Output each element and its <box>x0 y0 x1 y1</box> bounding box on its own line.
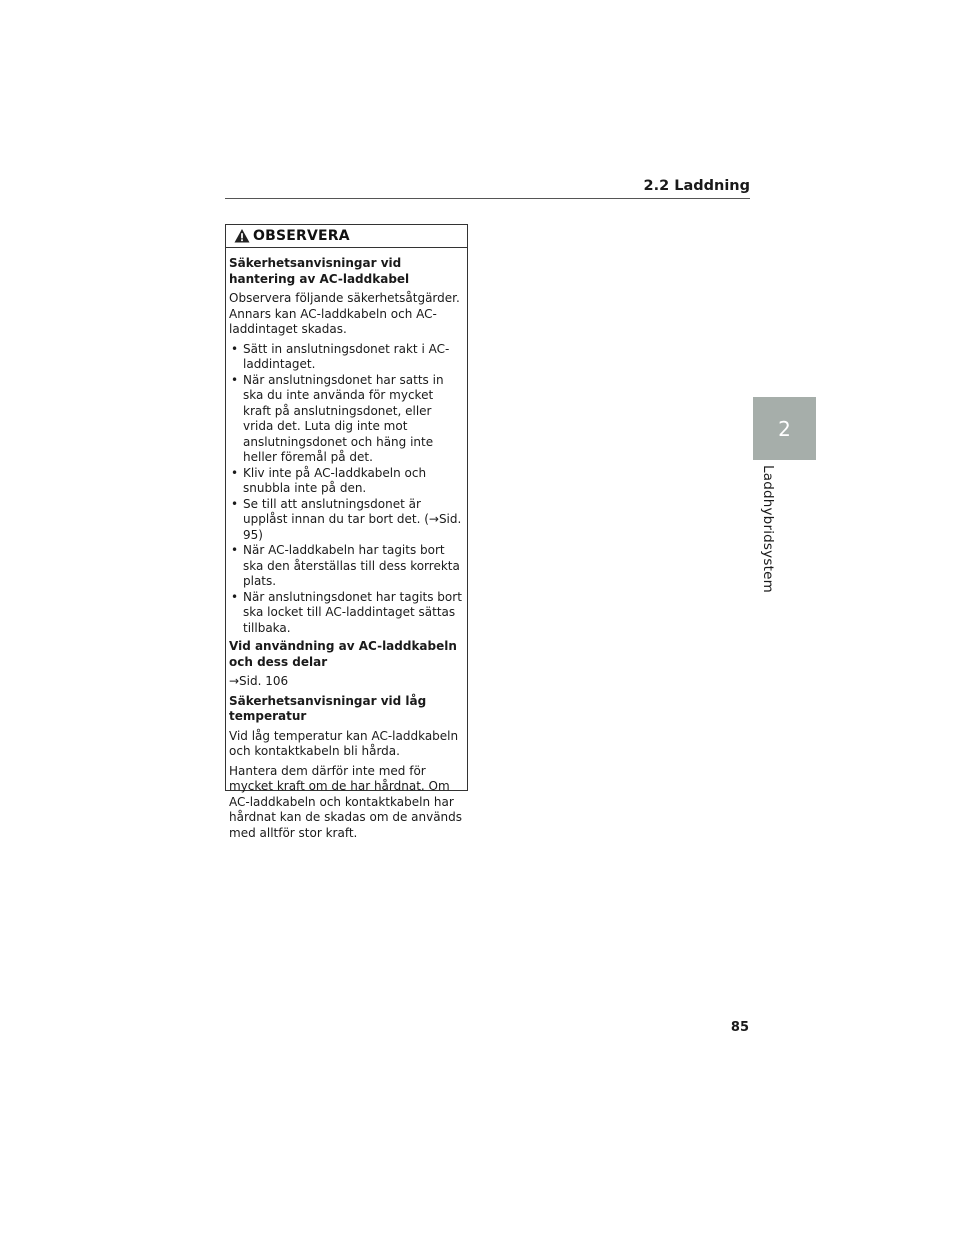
section-heading: Säkerhetsanvisningar vid hantering av AC-laddkabel <box>229 256 410 286</box>
section-paragraph: Observera följande säkerhetsåtgärder. Annars kan AC-laddkabeln och AC-laddintaget skadas. <box>229 291 460 336</box>
bullet-dot: • <box>231 341 239 356</box>
caution-title: OBSERVERA <box>253 228 350 244</box>
header-rule <box>225 198 750 199</box>
list-item <box>229 543 464 590</box>
list-item-text: Sätt in anslutningsdonet rakt i AC-laddintaget. <box>243 341 450 371</box>
list-item-text: När anslutningsdonet har satts in ska du inte använda för mycket kraft på anslutningsdonet, eller vrida det. Luta dig inte mot anslutningsdonet och häng inte heller föremål på det. <box>243 372 444 464</box>
bullet-dot: • <box>231 543 239 557</box>
chapter-label: Laddhybridsystem <box>760 465 776 593</box>
caution-header <box>226 225 467 248</box>
section-heading: Säkerhetsanvisningar vid låg temperatur <box>229 693 427 723</box>
page-reference-link[interactable]: →Sid. 106 <box>229 674 289 688</box>
warning-triangle-icon <box>234 228 250 244</box>
chapter-number: 2 <box>778 416 791 441</box>
page-number: 85 <box>730 1020 749 1035</box>
list-item-text: När anslutningsdonet har tagits bort ska locket till AC-laddintaget sättas tillbaka. <box>243 589 462 635</box>
bullet-list <box>229 342 464 637</box>
list-item <box>229 342 464 373</box>
list-item-text: Se till att anslutningsdonet är upplåst innan du tar bort det. (→Sid. 95) <box>243 496 462 542</box>
bullet-dot: • <box>231 465 239 480</box>
section-paragraph: Vid låg temperatur kan AC-laddkabeln och kontaktkabeln bli hårda. <box>229 728 459 758</box>
section-heading: Vid användning av AC-laddkabeln och dess delar <box>229 639 457 669</box>
list-item <box>229 466 464 497</box>
section-paragraph: Hantera dem därför inte med för mycket kraft om de har hårdnat. Om AC-laddkabeln och kontaktkabeln har hårdnat kan de skadas om de används med alltför stor kraft. <box>229 763 463 840</box>
list-item <box>229 590 464 637</box>
list-item-text: Kliv inte på AC-laddkabeln och snubbla inte på den. <box>243 465 427 495</box>
list-item <box>229 497 464 544</box>
list-item-text: När AC-laddkabeln har tagits bort ska den återställas till dess korrekta plats. <box>243 543 460 588</box>
header-section-title: 2.2 Laddning <box>643 178 750 194</box>
bullet-dot: • <box>231 589 239 604</box>
caution-box <box>225 224 468 840</box>
list-item <box>229 373 464 466</box>
chapter-tab <box>753 397 816 460</box>
caution-body <box>226 248 467 841</box>
bullet-dot: • <box>231 372 239 387</box>
bullet-dot: • <box>231 496 239 511</box>
